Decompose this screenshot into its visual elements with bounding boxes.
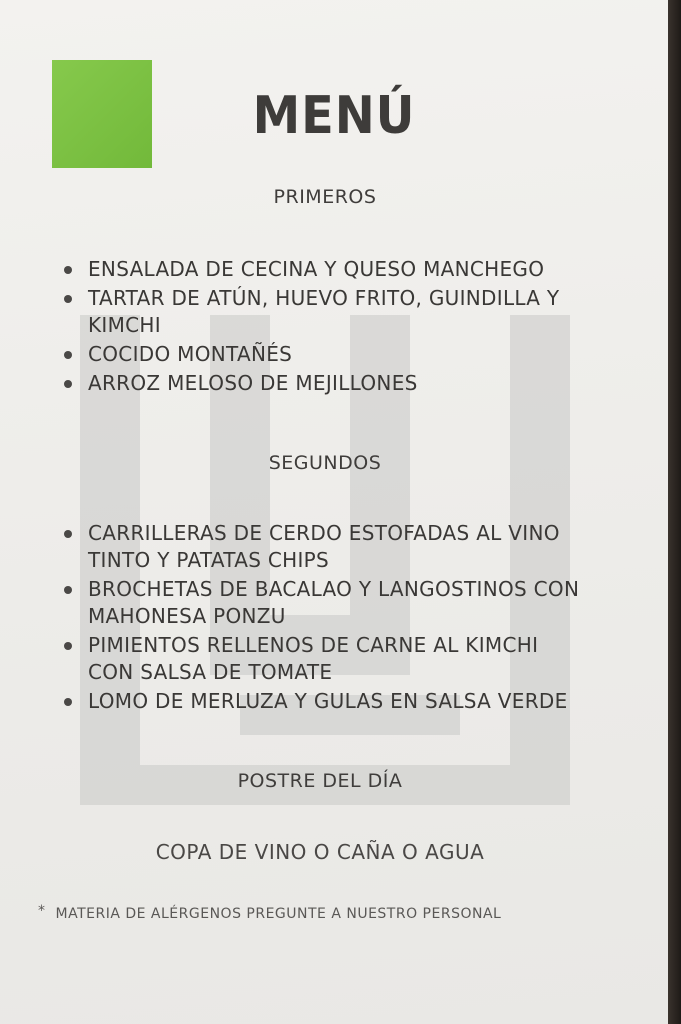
dish-name: ARROZ MELOSO DE MEJILLONES — [88, 371, 418, 395]
menu-title: MENÚ — [252, 86, 416, 146]
dish-name: LOMO DE MERLUZA Y GULAS EN SALSA VERDE — [88, 689, 568, 713]
bullet-icon — [64, 698, 72, 706]
list-item — [62, 576, 628, 630]
dish-name: PIMIENTOS RELLENOS DE CARNE AL KIMCHI CON SALSA DE TOMATE — [88, 633, 539, 684]
bullet-icon — [64, 380, 72, 388]
drink-line: COPA DE VINO O CAÑA O AGUA — [155, 840, 485, 864]
section-heading-primeros: PRIMEROS — [273, 186, 377, 208]
dish-name: ENSALADA DE CECINA Y QUESO MANCHEGO — [88, 257, 545, 281]
dish-name: CARRILLERAS DE CERDO ESTOFADAS AL VINO TINTO Y PATATAS CHIPS — [88, 521, 560, 572]
list-item — [62, 256, 622, 283]
list-item — [62, 370, 622, 397]
primeros-list — [62, 256, 622, 399]
list-item — [62, 520, 608, 574]
bullet-icon — [64, 586, 72, 594]
list-item — [62, 688, 622, 715]
bullet-icon — [64, 530, 72, 538]
bullet-icon — [64, 351, 72, 359]
note-marker: * — [38, 903, 46, 919]
section-heading-segundos: SEGUNDOS — [268, 452, 382, 474]
list-item — [62, 341, 622, 368]
list-item — [62, 632, 588, 686]
allergen-note-text: MATERIA DE ALÉRGENOS PREGUNTE A NUESTRO PERSONAL — [55, 906, 502, 922]
section-heading-postre: POSTRE DEL DÍA — [237, 770, 403, 792]
bullet-icon — [64, 642, 72, 650]
dish-name: TARTAR DE ATÚN, HUEVO FRITO, GUINDILLA Y KIMCHI — [88, 286, 560, 337]
segundos-list — [62, 520, 622, 717]
background-edge — [668, 0, 681, 1024]
bullet-icon — [64, 266, 72, 274]
dish-name: COCIDO MONTAÑÉS — [88, 342, 293, 366]
bullet-icon — [64, 295, 72, 303]
dish-name: BROCHETAS DE BACALAO Y LANGOSTINOS CON MAHONESA PONZU — [88, 577, 580, 628]
allergen-note — [38, 903, 502, 922]
list-item — [62, 285, 588, 339]
